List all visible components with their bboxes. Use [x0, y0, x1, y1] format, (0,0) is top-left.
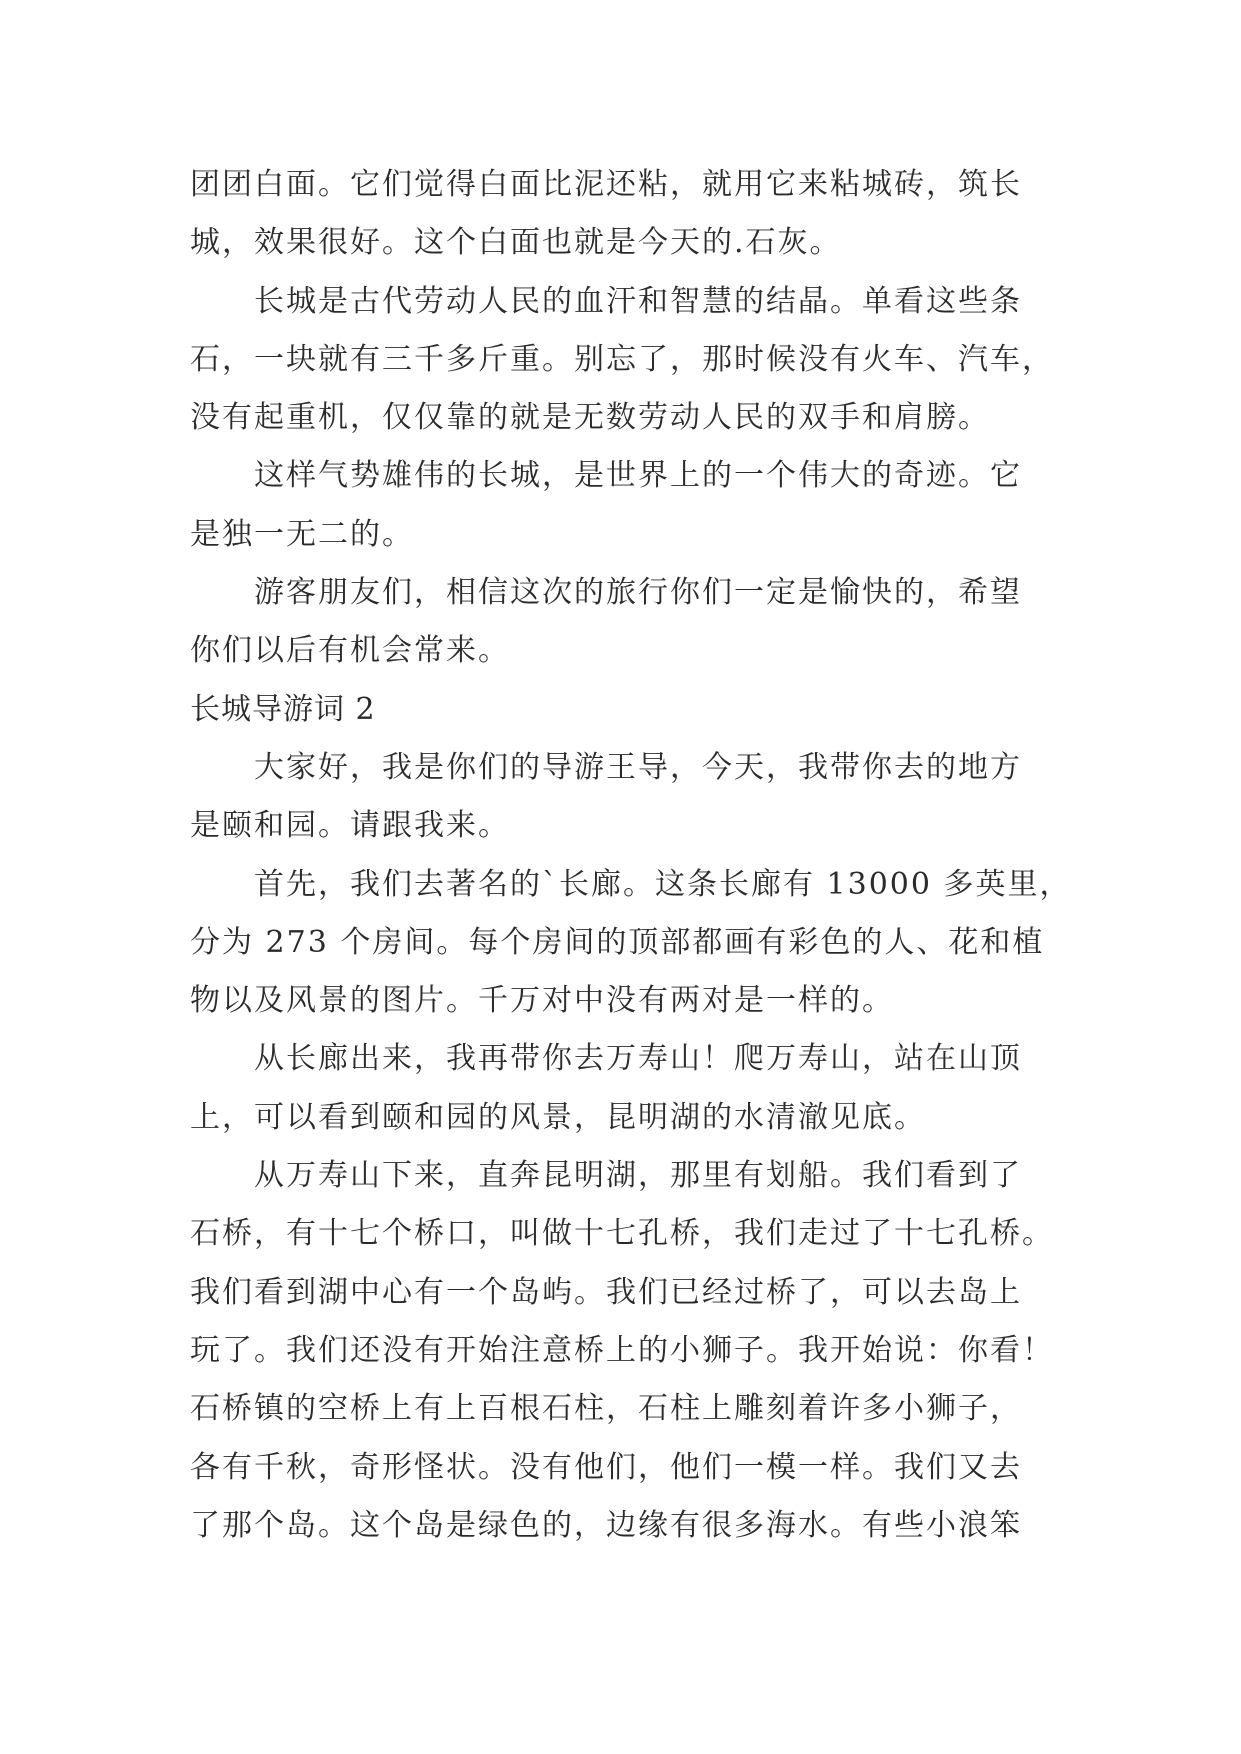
paragraph-line: 石桥镇的空桥上有上百根石柱，石柱上雕刻着许多小狮子， [190, 1391, 1022, 1427]
paragraph-line: 长城是古代劳动人民的血汗和智慧的结晶。单看这些条 [254, 283, 1022, 319]
paragraph-line: 上，可以看到颐和园的风景，昆明湖的水清澈见底。 [190, 1099, 926, 1135]
paragraph-line: 各有千秋，奇形怪状。没有他们，他们一模一样。我们又去 [190, 1449, 1022, 1485]
paragraph-line: 你们以后有机会常来。 [190, 633, 510, 669]
paragraph [190, 1030, 1052, 1147]
paragraph-line: 石桥，有十七个桥口，叫做十七孔桥，我们走过了十七孔桥。 [190, 1216, 1054, 1252]
paragraph-line: 我们看到湖中心有一个岛屿。我们已经过桥了，可以去岛上 [190, 1274, 1022, 1310]
heading-text: 长城导游词 2 [190, 691, 376, 727]
paragraph-line: 了那个岛。这个岛是绿色的，边缘有很多海水。有些小浪笨 [190, 1507, 1022, 1543]
paragraph-line: 团团白面。它们觉得白面比泥还粘，就用它来粘城砖，筑长 [190, 167, 1022, 202]
paragraph-line: 石，一块就有三千多斤重。别忘了，那时候没有火车、汽车， [190, 341, 1054, 377]
paragraph-line: 物以及风景的图片。千万对中没有两对是一样的。 [190, 983, 894, 1019]
paragraph-line: 是独一无二的。 [190, 516, 414, 552]
paragraph-line: 首先，我们去著名的`长廊。这条长廊有 13000 多英里， [254, 866, 1072, 902]
paragraph-line: 游客朋友们，相信这次的旅行你们一定是愉快的，希望 [254, 575, 1022, 611]
paragraph [190, 739, 1052, 856]
paragraph-line: 玩了。我们还没有开始注意桥上的小狮子。我开始说：你看！ [190, 1332, 1054, 1368]
paragraph [190, 156, 1052, 273]
paragraph [190, 1147, 1052, 1555]
paragraph [190, 273, 1052, 448]
paragraph-line: 是颐和园。请跟我来。 [190, 808, 510, 844]
paragraph-line: 大家好，我是你们的导游王导，今天，我带你去的地方 [254, 749, 1022, 785]
paragraph-line: 这样气势雄伟的长城，是世界上的一个伟大的奇迹。它 [254, 458, 1022, 494]
paragraph-line: 从长廊出来，我再带你去万寿山！爬万寿山，站在山顶 [254, 1041, 1022, 1077]
paragraph-line: 分为 273 个房间。每个房间的顶部都画有彩色的人、花和植 [190, 924, 1045, 960]
paragraph [190, 447, 1052, 564]
paragraph-line: 从万寿山下来，直奔昆明湖，那里有划船。我们看到了 [254, 1158, 1022, 1194]
paragraph [190, 564, 1052, 681]
paragraph-line: 城，效果很好。这个白面也就是今天的.石灰。 [190, 225, 842, 261]
section-heading [190, 681, 1052, 739]
paragraph [190, 856, 1072, 1031]
document-body [190, 156, 1072, 1555]
paragraph-line: 没有起重机，仅仅靠的就是无数劳动人民的双手和肩膀。 [190, 400, 990, 436]
